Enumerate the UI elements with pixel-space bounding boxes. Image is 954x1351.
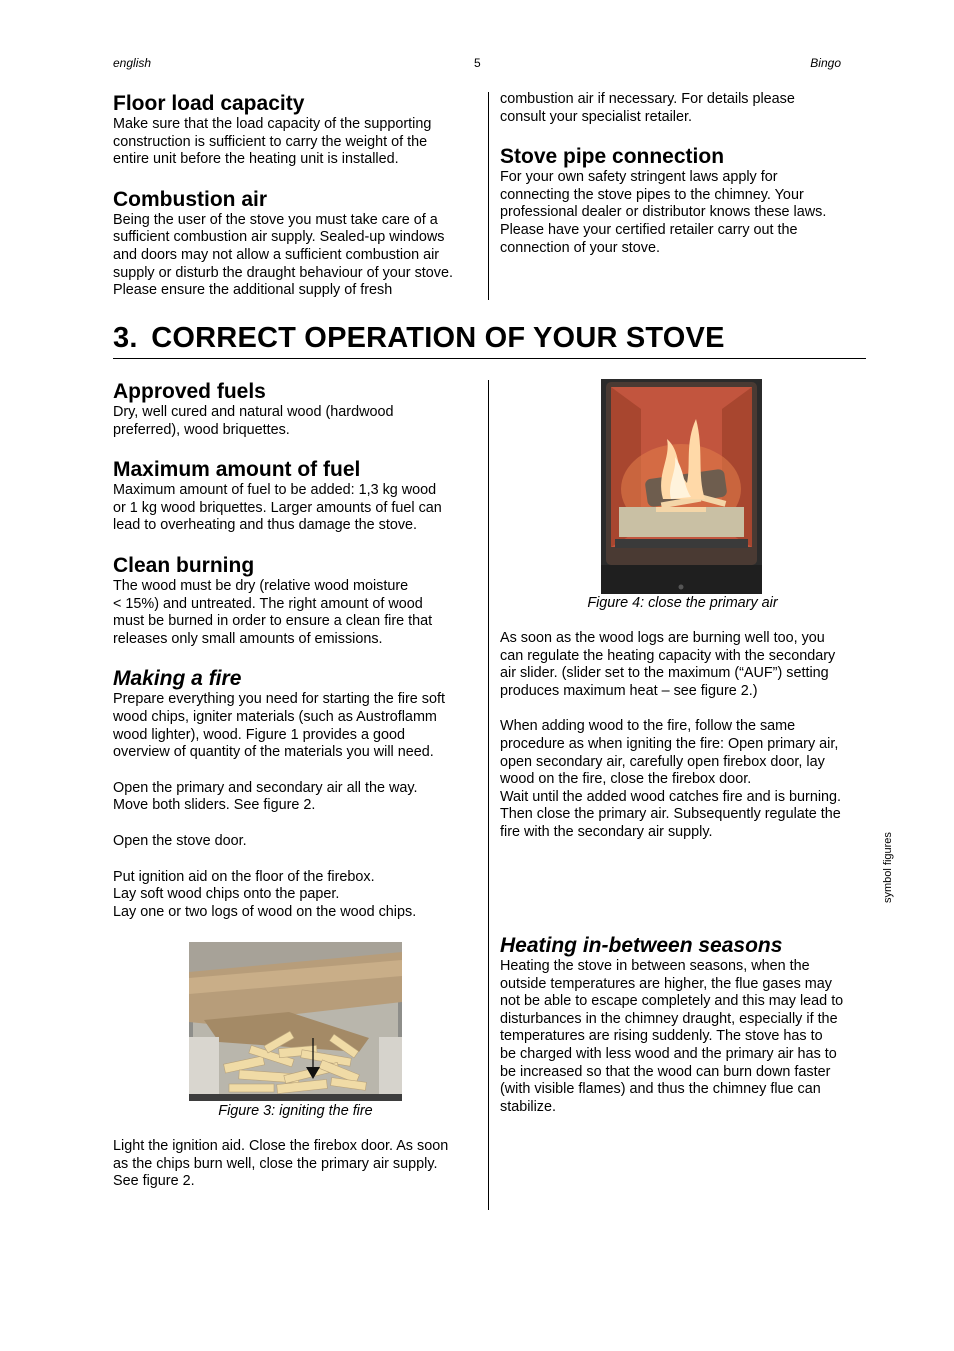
page-number: 5: [474, 56, 481, 70]
section-heating-seasons: [500, 933, 870, 1116]
text-line: not be able to escape completely and this may lead to: [500, 993, 844, 1010]
text-line: Being the user of the stove you must take care of a: [113, 211, 438, 228]
header-product: Bingo: [810, 56, 841, 70]
combustion-air-continued: [500, 91, 870, 126]
text-line: releases only small amounts of emissions.: [113, 630, 383, 647]
text-line: wood lighter), wood. Figure 1 provides a good: [113, 726, 405, 743]
text-line: connection of your stove.: [500, 239, 660, 256]
lower-right-column: [500, 630, 870, 842]
paragraph: [113, 833, 483, 851]
text-line: entire unit before the heating unit is installed.: [113, 151, 399, 168]
paragraph: [113, 780, 483, 815]
text-line: and doors may not allow a sufficient combustion air: [113, 246, 440, 263]
text-line: See figure 2.: [113, 1173, 195, 1190]
text-line: Then close the primary air. Subsequently regulate the: [500, 806, 841, 823]
lower-left-column: [113, 379, 483, 921]
figure-3-caption: Figure 3: igniting the fire: [218, 1103, 373, 1119]
text-line: wood chips, igniter materials (such as Austroflamm: [113, 708, 437, 725]
after-figure-text: [113, 1138, 483, 1191]
section-title: Maximum amount of fuel: [113, 458, 361, 482]
text-line: Light the ignition aid. Close the firebox door. As soon: [113, 1138, 449, 1154]
text-line: The wood must be dry (relative wood moisture: [113, 577, 409, 594]
text-line: stabilize.: [500, 1098, 556, 1115]
text-line: temperatures are rising suddenly. The stove has to: [500, 1028, 823, 1045]
text-line: connecting the stove pipes to the chimney. Your: [500, 186, 804, 203]
text-line: Open the primary and secondary air all the way.: [113, 779, 418, 796]
text-line: Move both sliders. See figure 2.: [113, 797, 316, 814]
text-line: supply or disturb the draught behaviour of your stove.: [113, 264, 453, 281]
section-title: Floor load capacity: [113, 92, 305, 115]
section-clean-burning: [113, 553, 483, 648]
text-line: Lay soft wood chips onto the paper.: [113, 886, 340, 903]
section-floor-load: [113, 91, 478, 169]
top-right-column: [500, 91, 870, 257]
text-line: Make sure that the load capacity of the supporting: [113, 116, 432, 132]
text-line: Dry, well cured and natural wood (hardwood: [113, 404, 394, 420]
chapter-number: 3.: [113, 322, 138, 354]
section-title: Making a fire: [113, 667, 242, 691]
column-divider-top: [488, 92, 489, 300]
section-stove-pipe: [500, 144, 870, 257]
text-line: lead to overheating and thus damage the stove.: [113, 517, 418, 534]
text-line: open secondary air, carefully open firebox door, lay: [500, 753, 825, 770]
text-line: When adding wood to the fire, follow the same: [500, 718, 796, 735]
text-line: Heating the stove in between seasons, when the: [500, 958, 810, 974]
text-line: air slider. (slider set to the maximum (“AUF”) setting: [500, 665, 829, 682]
text-line: be charged with less wood and the primary air has to: [500, 1045, 837, 1062]
text-line: Lay one or two logs of wood on the wood chips.: [113, 903, 417, 920]
text-line: As soon as the wood logs are burning well too, you: [500, 630, 825, 646]
text-line: wood on the fire, close the firebox door.: [500, 771, 752, 788]
text-line: Wait until the added wood catches fire and is burning.: [500, 788, 842, 805]
text-line: produces maximum heat – see figure 2.): [500, 682, 758, 699]
section-combustion-air: [113, 187, 478, 300]
section-title: Stove pipe connection: [500, 145, 725, 169]
text-line: or 1 kg wood briquettes. Larger amounts of fuel can: [113, 499, 442, 516]
side-label: symbol figures: [882, 832, 894, 903]
chapter-text: CORRECT OPERATION OF YOUR STOVE: [151, 322, 725, 354]
text-line: < 15%) and untreated. The right amount of wood: [113, 595, 423, 612]
text-line: consult your specialist retailer.: [500, 108, 692, 125]
text-line: can regulate the heating capacity with the secondary: [500, 647, 836, 664]
text-line: For your own safety stringent laws apply for: [500, 169, 778, 186]
text-line: be increased so that the wood can burn down faster: [500, 1063, 831, 1080]
text-line: combustion air if necessary. For details please: [500, 91, 795, 107]
text-line: must be burned in order to ensure a clean fire that: [113, 613, 433, 630]
text-line: Put ignition aid on the floor of the firebox.: [113, 868, 375, 885]
top-left-column: [113, 91, 478, 300]
text-line: professional dealer or distributor knows these laws.: [500, 204, 827, 221]
paragraph: [500, 718, 870, 841]
text-line: disturbances in the chimney draught, especially if the: [500, 1010, 838, 1027]
chapter-heading: [113, 318, 866, 359]
paragraph: [113, 691, 483, 761]
header-language: english: [113, 56, 152, 70]
section-maximum-fuel: [113, 457, 483, 535]
text-line: Please ensure the additional supply of fresh: [113, 282, 393, 299]
text-line: Please have your certified retailer carry out the: [500, 221, 798, 238]
text-line: sufficient combustion air supply. Sealed-up windows: [113, 229, 445, 246]
text-line: as the chips burn well, close the primary air supply.: [113, 1155, 438, 1172]
section-making-fire: [113, 666, 483, 921]
section-approved-fuels: [113, 379, 483, 439]
text-line: Maximum amount of fuel to be added: 1,3 kg wood: [113, 482, 437, 499]
text-line: construction is sufficient to carry the weight of the: [113, 133, 428, 150]
text-line: overview of quantity of the materials you will need.: [113, 744, 434, 761]
section-title: Heating in-between seasons: [500, 934, 783, 957]
figure-3-photo: [189, 942, 402, 1101]
chapter-title: [113, 318, 866, 358]
figure-4-caption: Figure 4: close the primary air: [587, 595, 778, 611]
text-line: Open the stove door.: [113, 832, 247, 849]
figure-4-photo: [601, 379, 762, 594]
section-title: Approved fuels: [113, 380, 266, 403]
text-line: outside temperatures are higher, the flue gases may: [500, 975, 832, 992]
text-line: preferred), wood briquettes.: [113, 421, 290, 438]
text-line: (with visible flames) and thus the chimney flue can: [500, 1081, 821, 1098]
column-divider-bottom: [488, 380, 489, 1210]
section-title: Clean burning: [113, 553, 255, 577]
section-title: Combustion air: [113, 187, 268, 211]
text-line: procedure as when igniting the fire: Open primary air,: [500, 735, 839, 752]
paragraph: [113, 869, 483, 922]
text-line: Prepare everything you need for starting the fire soft: [113, 691, 445, 708]
text-line: fire with the secondary air supply.: [500, 823, 713, 840]
paragraph: [500, 630, 870, 700]
